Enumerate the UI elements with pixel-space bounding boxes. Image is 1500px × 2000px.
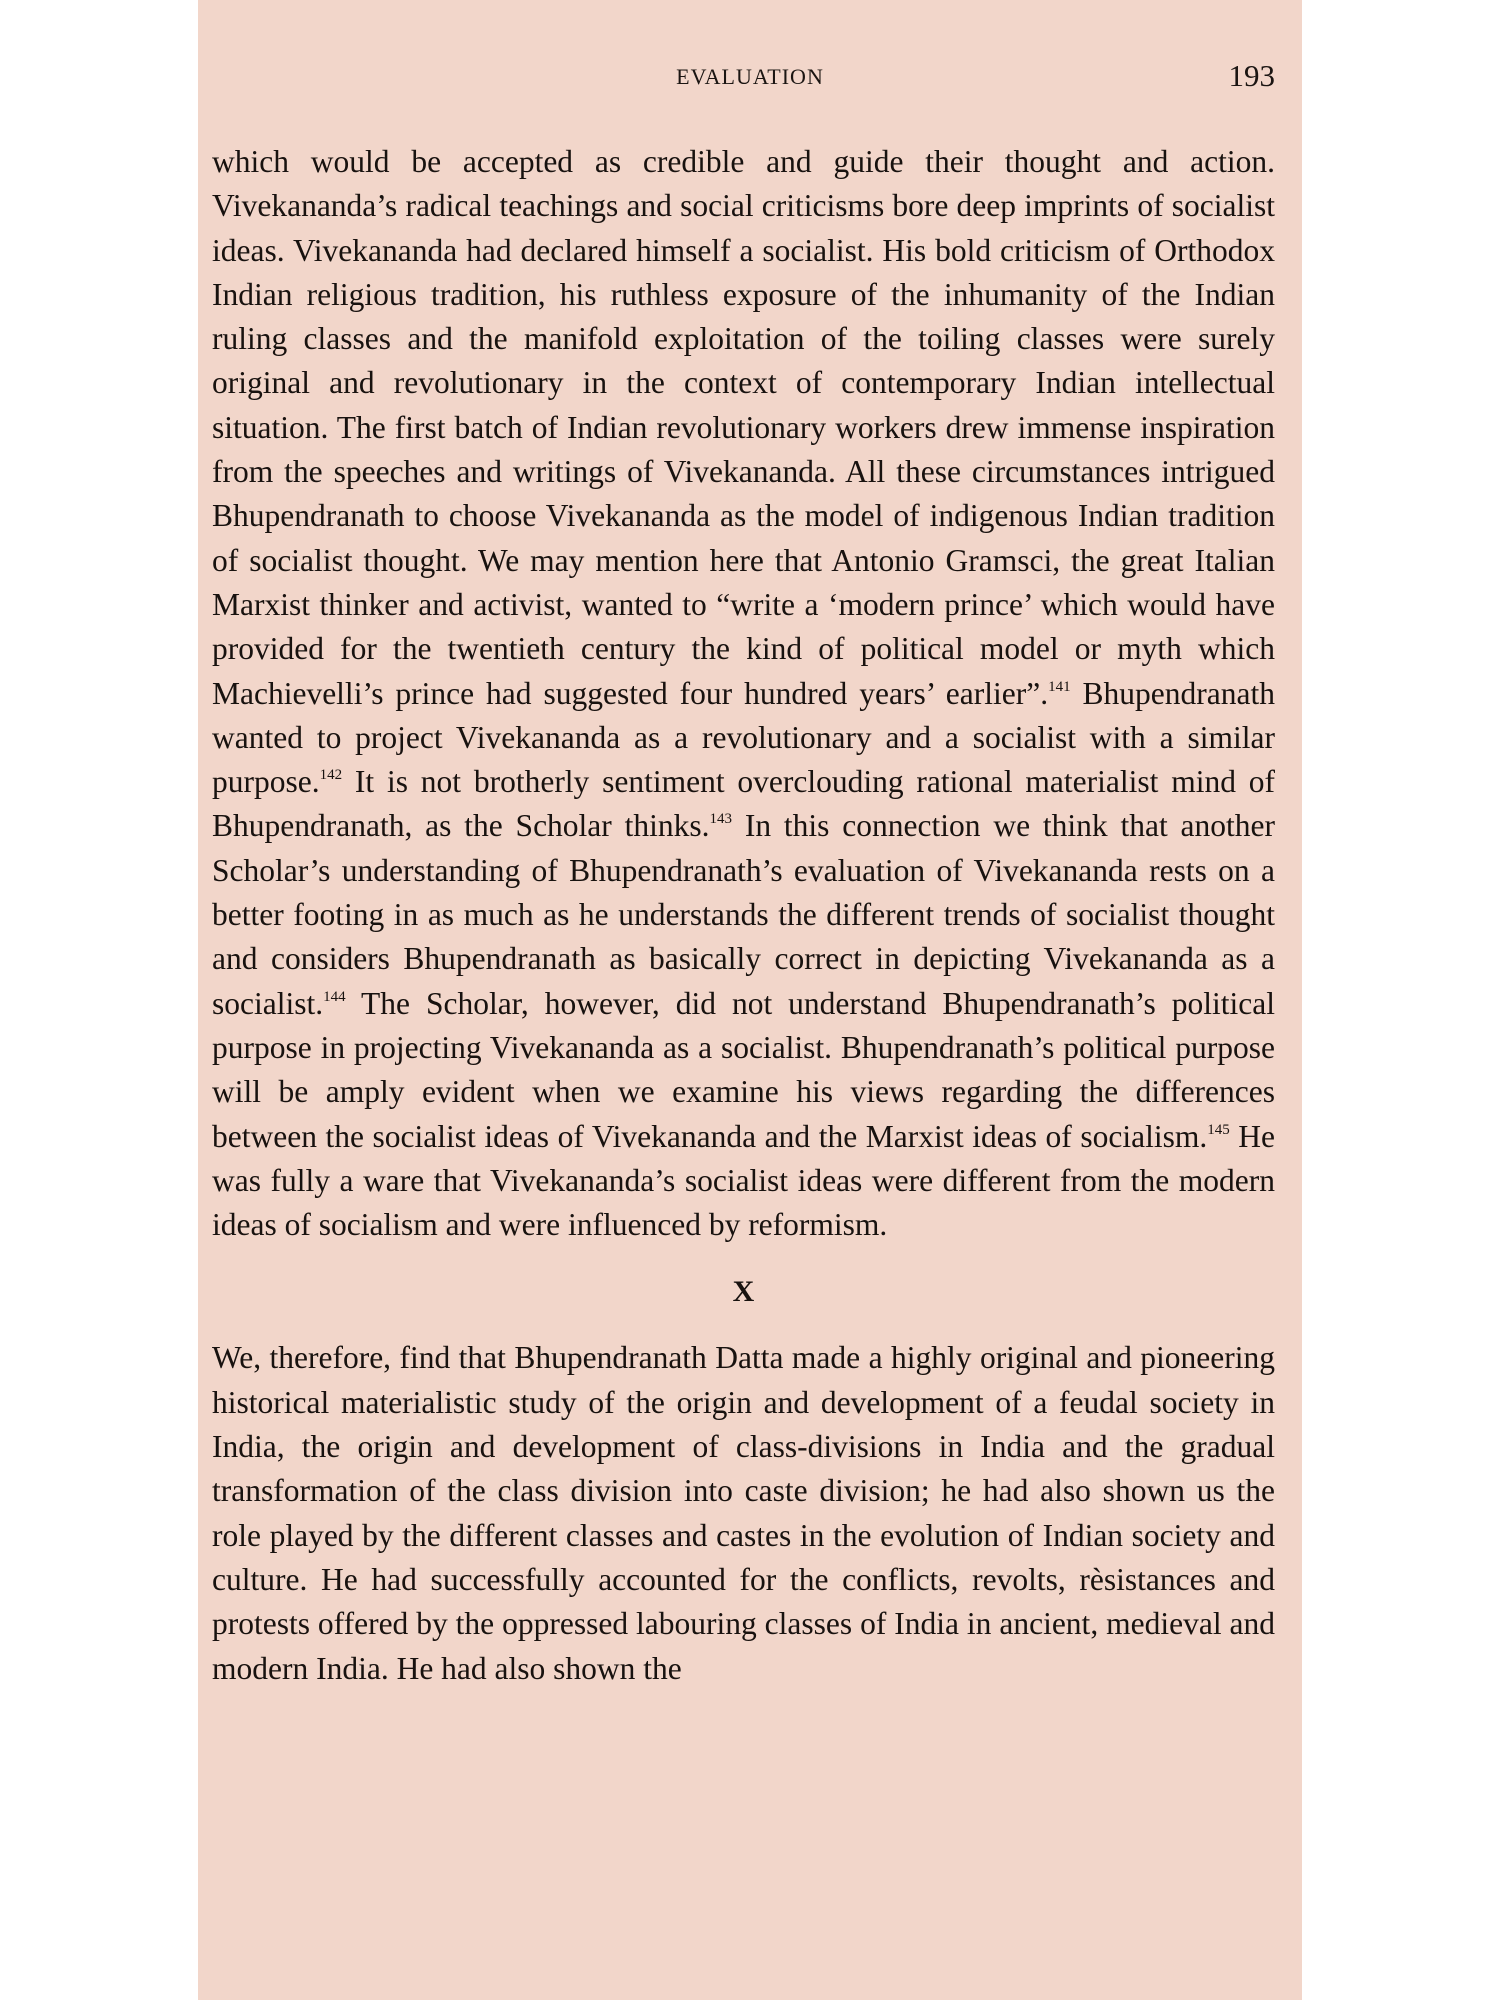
- page-number: 193: [1228, 58, 1275, 93]
- paragraph-text: which would be accepted as credible and guide their thought and action. Vivekananda’s radical teachings and social criticisms bore deep imprints of socialist ideas. Vivekananda had declared himself a socialist. His bold criticism of Orthodox Indian religious tradition, his ruthless exposure of the inhumanity of the Indian ruling classes and the manifold exploitation of the toiling classes were surely original and revolutionary in the context of contemporary Indian intellectual situation. The first batch of Indian revolutionary workers drew immense inspiration from the speeches and writings of Vivekananda. All these circumstances intrigued Bhupendranath to choose Vivekananda as the model of indigenous Indian tradition of socialist thought. We may mention here that Antonio Gramsci, the great Italian Marxist thinker and activist, wanted to “write a ‘modern prince’ which would have provided for the twentieth century the kind of political model or myth which Machievelli’s prince had suggested four hundred years’ earlier”.: [212, 144, 1275, 711]
- paragraph-text: It is not brotherly sentiment overclouding rational materialist mind of Bhupendranath, as the Scholar thinks.: [212, 764, 1275, 844]
- footnote-ref-143: 143: [709, 811, 733, 828]
- paragraph-main: [212, 140, 1275, 1247]
- running-title: EVALUATION: [676, 64, 824, 89]
- book-page: [198, 0, 1302, 2000]
- running-head: [198, 58, 1302, 108]
- paragraph-text: The Scholar, however, did not understand Bhupendranath’s political purpose in projecting Vivekananda as a socialist. Bhupendranath’s political purpose will be amply evident when we examine his views regarding the differences between the socialist ideas of Vivekananda and the Marxist ideas of socialism.: [212, 985, 1275, 1154]
- paragraph-text: Bhupendranath wanted to project Vivekananda as a revolutionary and a socialist with a similar purpose.: [212, 675, 1275, 800]
- body-text: [212, 140, 1275, 1691]
- section-mark: X: [732, 1275, 755, 1309]
- paragraph-text: In this connection we think that another Scholar’s understanding of Bhupendranath’s evaluation of Vivekananda rests on a better footing in as much as he understands the different trends of socialist thought and considers Bhupendranath as basically correct in depicting Vivekananda as a socialist.: [212, 808, 1276, 1021]
- footnote-ref-145: 145: [1207, 1121, 1230, 1138]
- paragraph-conclusion: We, therefore, find that Bhupendranath Datta made a highly original and pioneering historical materialistic study of the origin and development of a feudal society in India, the origin and development of class-divisions in India and the gradual transformation of the class division into caste division; he had also shown us the role played by the different classes and castes in the evolution of Indian society and culture. He had successfully accounted for the conflicts, revolts, rèsistances and protests offered by the oppressed labouring classes of India in ancient, medieval and modern India. He had also shown the: [212, 1340, 1275, 1686]
- footnote-ref-141: 141: [1048, 678, 1071, 695]
- footnote-ref-144: 144: [323, 988, 346, 1005]
- paragraph-text: He was fully a ware that Vivekananda’s socialist ideas were different from the modern ideas of socialism and were influenced by reformism.: [212, 1118, 1276, 1243]
- footnote-ref-142: 142: [319, 767, 343, 784]
